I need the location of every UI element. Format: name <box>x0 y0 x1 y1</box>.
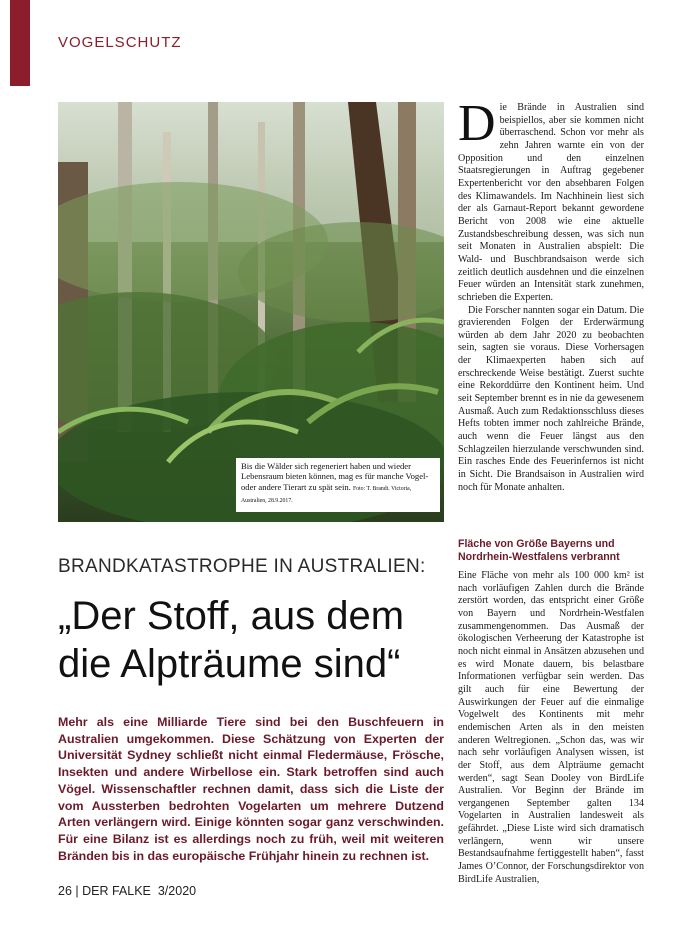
article-kicker: BRANDKATASTROPHE IN AUSTRALIEN: <box>58 556 426 577</box>
section-accent-bar <box>10 0 30 86</box>
issue-number: 3/2020 <box>157 884 197 898</box>
footer-separator: | <box>75 884 79 898</box>
body-paragraph-1 <box>458 95 644 305</box>
body-subhead: Fläche von Größe Bayerns und Nordrhein-Westfalens verbrannt <box>458 538 620 563</box>
caption-text: Bis die Wälder sich regeneriert haben und wieder Lebensraum bieten können, mag es für manche Vogel- oder andere Tierart zu spät sein. <box>241 461 429 492</box>
photo-credit: Foto: T. Brandt. Victoria, Australien, 28.9.2017. <box>241 485 412 504</box>
body-paragraph-3: Eine Fläche von mehr als 100 000 km² ist nach vorläufigen Zahlen durch die Brände zerstört worden, das entspricht einer Größe von Bayern und Nordrhein-Westfalen zusammengenommen. Das Ausmaß der ökologischen Verheerung der Katastrophe ist noch nicht einmal in Ansätzen abzusehen und es wird Monate dauern, bis belastbare Informationen verfügbar sein werden. Das gilt auch für eine Bewertung der Auswirkungen der Feuer auf die einmalige Vogelwelt des Kontinents mit mehr endemischen Arten als in den meisten anderen Weltregionen. „Schon das, was wir nach sehr vorläufigen Analysen wissen, ist der Stoff, aus dem Alpträume gemacht werden“, sagt Sean Dooley von BirdLife Australien. Vor Beginn der Brände im vergangenen September galten 134 Vogelarten in Australien landesweit als gefährdet. „Diese Liste wird sich dramatisch verlängern, wenn wir unsere Bestandsaufnahme fertiggestellt haben“, fasst James O’Connor, der Forschungsdirektor von BirdLife Australien, <box>458 570 644 885</box>
article-headline: „Der Stoff, aus dem die Alpträume sind“ <box>58 594 405 686</box>
article-lead: Mehr als eine Milliarde Tiere sind bei den Buschfeuern in Australien umgekommen. Diese Schätzung von Experten der Universität Sydney schließt nicht einmal Fledermäuse, Frösche, Insekten und andere Wirbellose ein. Stark betroffen sind auch Vögel. Wissenschaftler rechnen damit, dass sich die Liste der vom Aussterben bedrohten Vogelarten um mehrere Dutzend Arten verlängern wird. Einige könnten sogar ganz verschwinden. Für eine Bilanz ist es allerdings noch zu früh, weil mit weiteren Bränden bis in das europäische Frühjahr hinein zu rechnen ist. <box>58 715 444 863</box>
photo-caption <box>236 458 440 512</box>
section-label: VOGELSCHUTZ <box>58 34 182 51</box>
body-column-top <box>458 95 644 494</box>
body-column-bottom <box>458 570 644 886</box>
body-paragraph-2: Die Forscher nannten sogar ein Datum. Die gravierenden Folgen der Erderwärmung würden ab dem Jahr 2020 zu beobachten sein, sagten sie voraus. Diese Vorhersagen der Klimaexperten haben sich auf erschreckende Weise bestätigt. Zuerst suchte eine Rekorddürre den Kontinent heim. Und seit September brennt es in nie da gewesenem Ausmaß. Auch zum Redaktionsschluss dieses Hefts tobten immer noch zahlreiche Brände, auch wenn die Feuer längst aus den Schlagzeilen hierzulande verschwunden sind. Ein rasches Ende des Feuerinfernos ist nicht in Sicht. Die Brandsaison in Australien wird noch für Monate anhalten. <box>458 304 644 493</box>
page-footer <box>58 884 196 898</box>
drop-cap: D <box>458 95 496 152</box>
body-paragraph-1-text: ie Brände in Australien sind beispiellos, aber sie kommen nicht überraschend. Schon vor mehr als zehn Jahren warnte ein von der Opposition und den einzelnen Staatsregierungen in Auftrag gegebener Expertenbericht vor den absehbaren Folgen des Klimawandels. Im Nachhinein liest sich der als Garnaut-Report bekannt gewordene Bericht von 2008 wie eine aktuelle Zustandsbeschreibung dessen, was sich nun seit Monaten in Australien abspielt: Die Wald- und Buschbrandsaison werde sich zeitlich deutlich ausdehnen und die einzelnen Feuer würden an Intensität stark zunehmen, schrieben die Experten. <box>458 102 644 303</box>
page-number: 26 <box>58 884 72 898</box>
magazine-name: DER FALKE <box>82 884 151 898</box>
